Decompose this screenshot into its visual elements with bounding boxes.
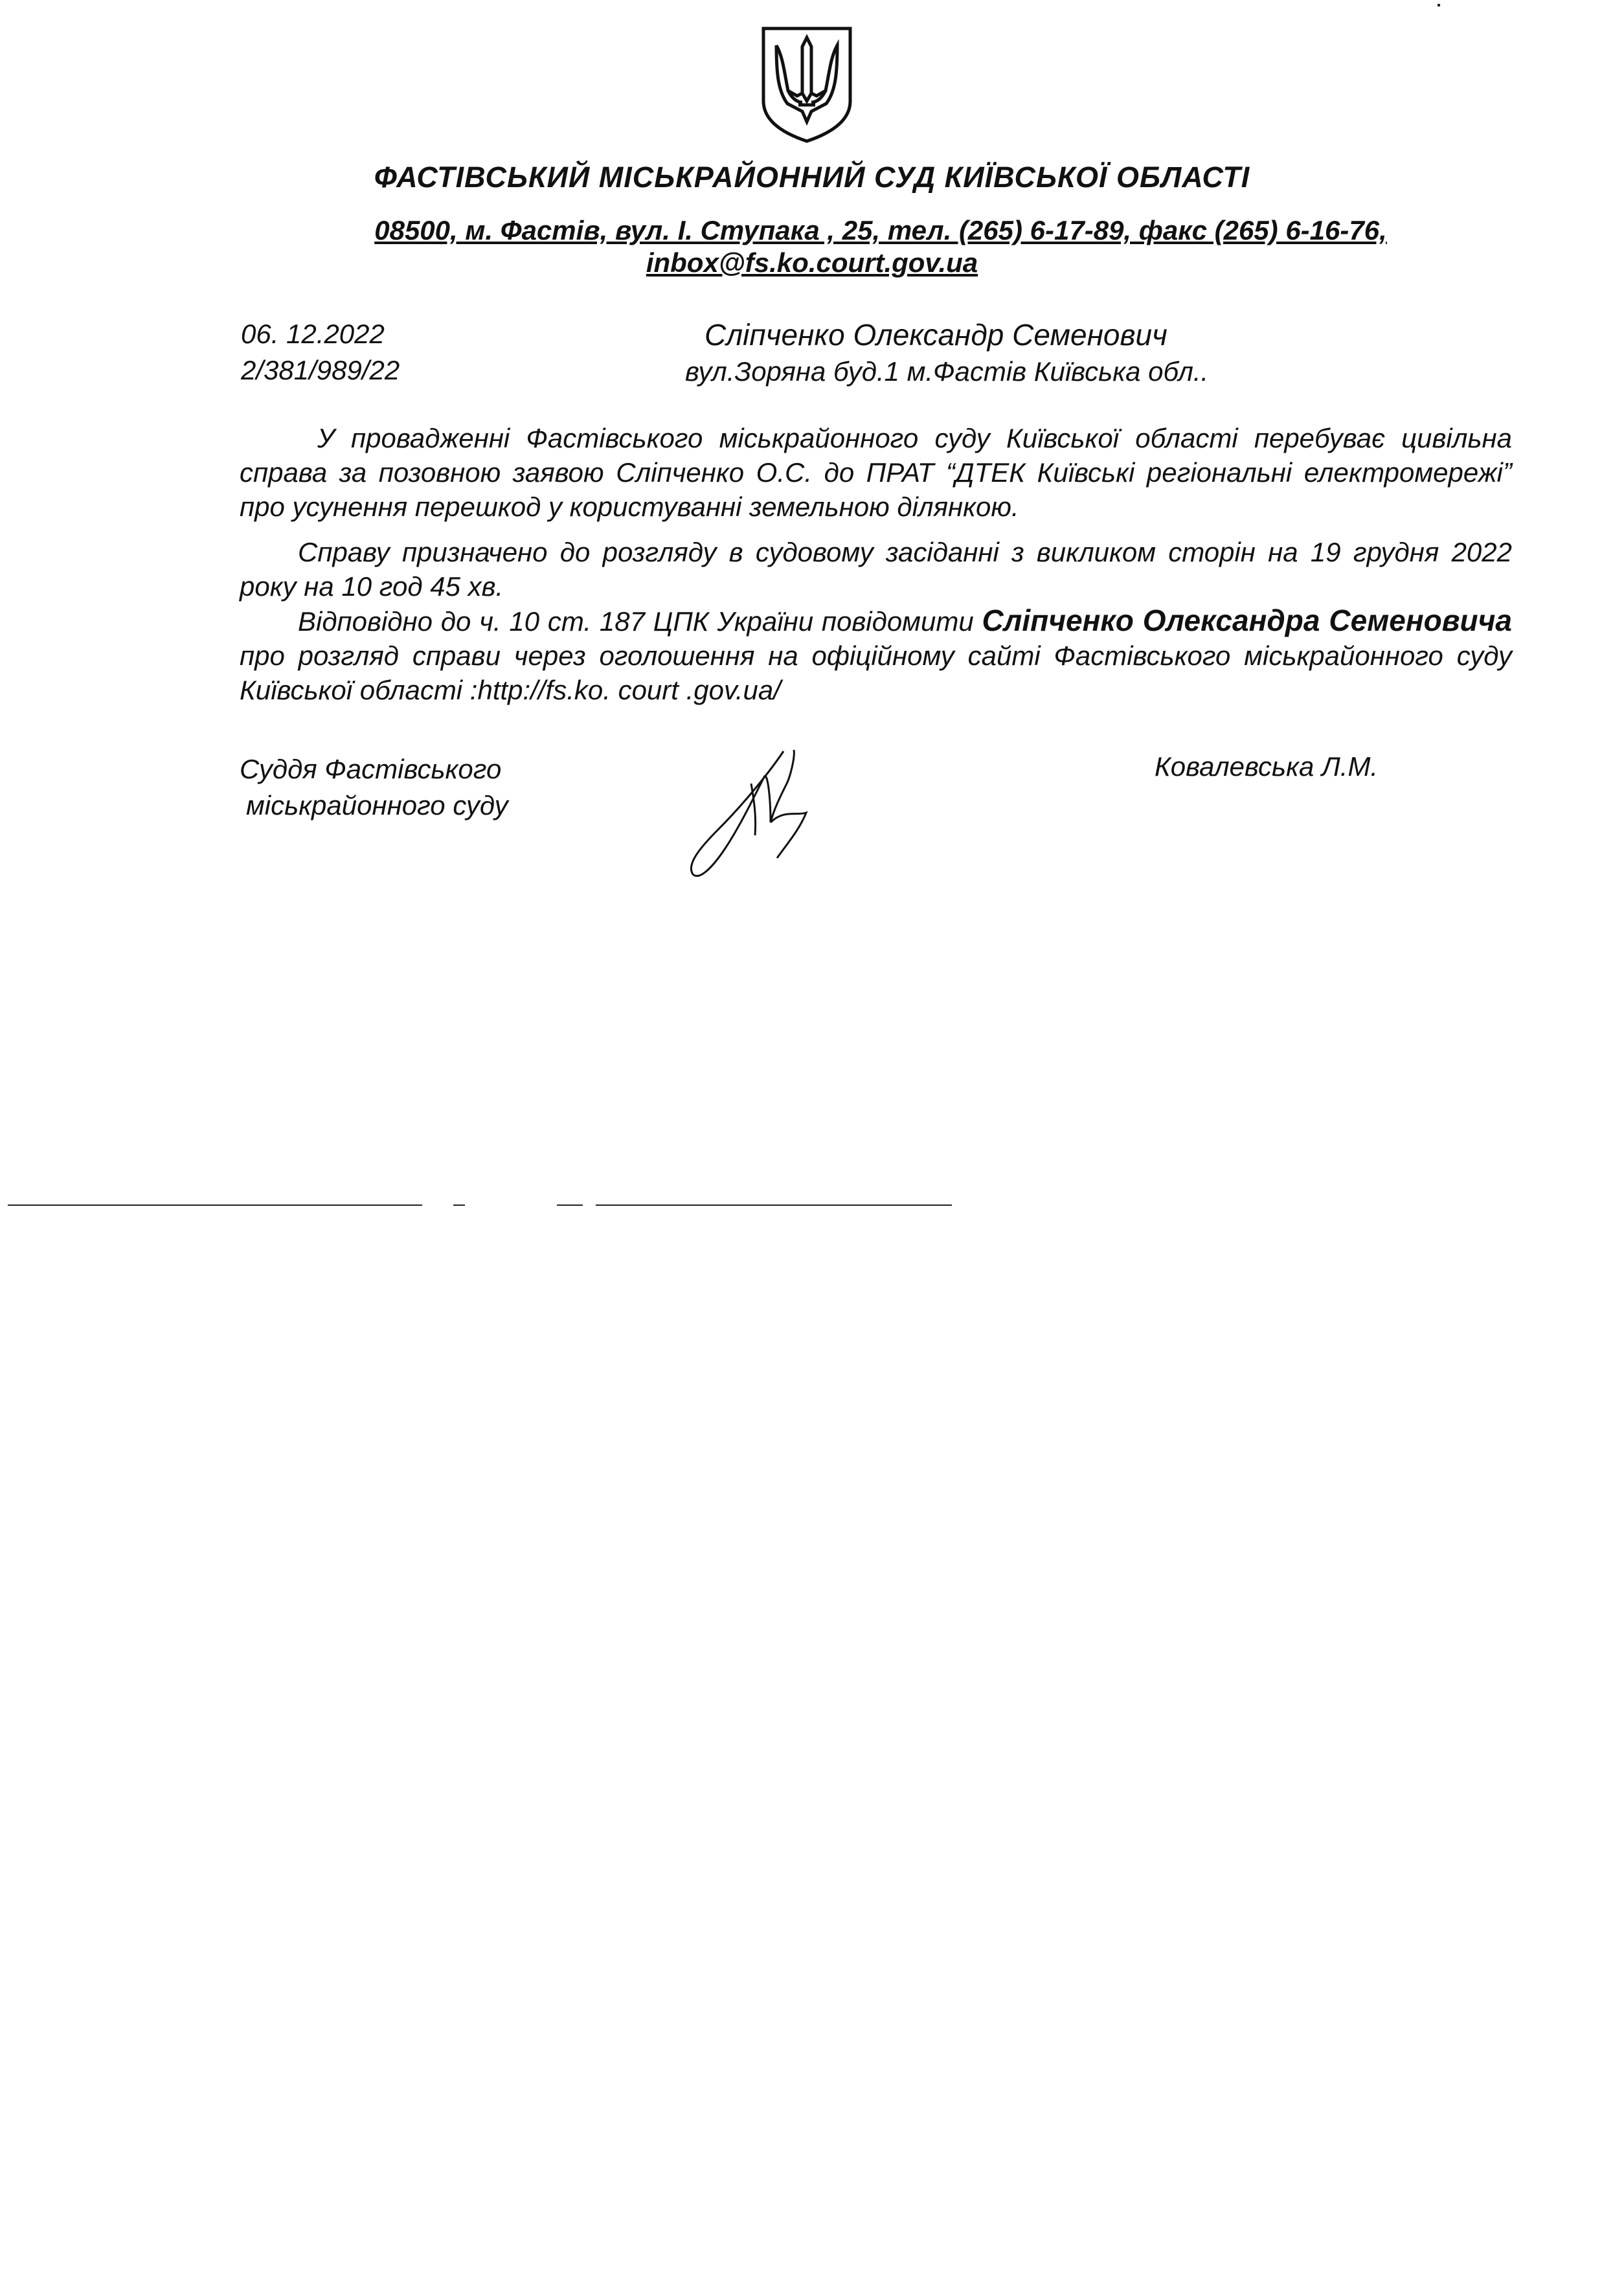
divider-line	[453, 1204, 465, 1206]
paragraph-notification	[240, 604, 1512, 707]
notification-text-start: Відповідно до ч. 10 ст. 187 ЦПК України повідомити	[298, 606, 982, 637]
judge-title	[240, 751, 508, 824]
case-number: 2/381/989/22	[241, 355, 400, 385]
divider-line	[8, 1204, 422, 1206]
handwritten-signature	[673, 745, 822, 881]
divider-line	[557, 1204, 583, 1206]
notification-text-end: про розгляд справи через оголошення на офіційному сайті Фастівського міськрайонного суду Київської області :http://fs.ko. court .gov.ua/	[240, 640, 1512, 705]
recipient-address: вул.Зоряна буд.1 м.Фастів Київська обл..	[685, 356, 1209, 387]
document-date: 06. 12.2022	[241, 319, 385, 349]
trident-emblem-icon	[758, 26, 855, 144]
judge-title-line1: Суддя Фастівського	[240, 754, 502, 784]
court-email: inbox@fs.ko.court.gov.ua	[646, 247, 978, 278]
judge-title-line2: міськрайонного суду	[246, 790, 508, 820]
scan-speck	[1438, 4, 1440, 6]
divider-line	[596, 1204, 952, 1206]
notified-person-name: Сліпченко Олександра Семеновича	[982, 604, 1512, 637]
court-address: 08500, м. Фастів, вул. І. Ступака , 25, тел. (265) 6-17-89, факс (265) 6-16-76,	[374, 215, 1387, 245]
paragraph-case-description: У провадженні Фастівського міськрайонного суду Київської області перебуває цивільна справа за позовною заявою Сліпченко О.С. до ПРАТ “ДТЕК Київські регіональні електромережі” про усунення перешкод у користуванні земельною ділянкою.	[240, 423, 1512, 522]
paragraph-hearing-date: Справу призначено до розгляду в судовому засіданні з викликом сторін на 19 грудня 2022 року на 10 год 45 хв.	[240, 537, 1512, 602]
judge-name: Ковалевська Л.М.	[1155, 751, 1379, 782]
recipient-name: Сліпченко Олександр Семенович	[705, 318, 1167, 352]
court-name: ФАСТІВСЬКИЙ МІСЬКРАЙОННИЙ СУД КИЇВСЬКОЇ ОБЛАСТІ	[374, 161, 1250, 194]
